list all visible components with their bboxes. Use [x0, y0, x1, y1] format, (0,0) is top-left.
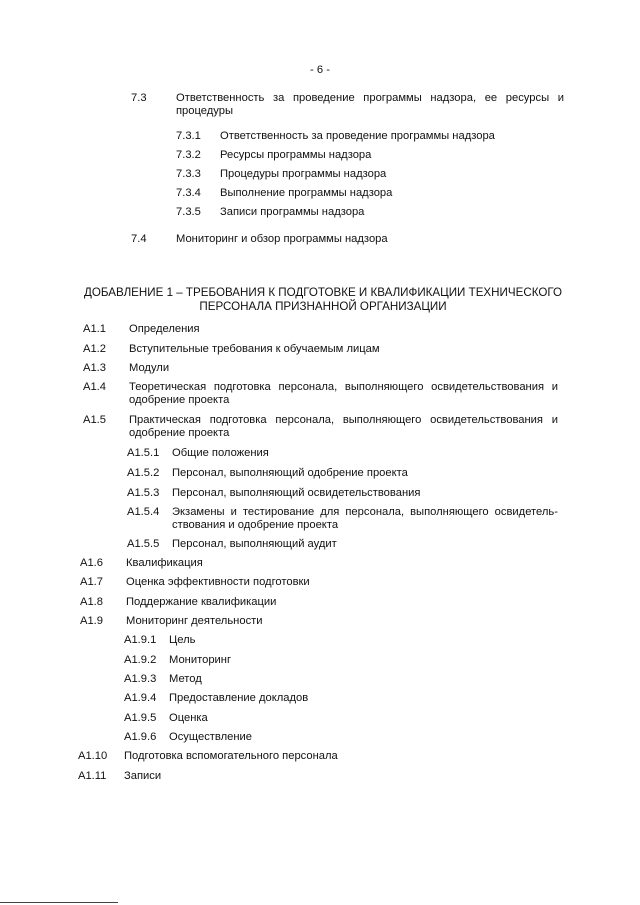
toc-entry-text: Практическая подготовка персонала, выполняющего освидетельствования и одобрение проекта — [129, 414, 558, 439]
toc-number: A1.8 — [80, 596, 104, 608]
toc-entry-text: Подготовка вспомогательного персонала — [124, 750, 338, 762]
toc-entry-text: Выполнение программы надзора — [220, 187, 393, 199]
toc-entry-text: Общие положения — [172, 447, 269, 459]
toc-entry-text: Персонал, выполняющий аудит — [172, 538, 337, 550]
toc-entry-text: Мониторинг и обзор программы надзора — [176, 233, 388, 245]
toc-entry-text: Персонал, выполняющий одобрение проекта — [172, 467, 408, 479]
toc-number: A1.1 — [83, 323, 107, 335]
footer-divider — [0, 902, 118, 903]
toc-entry-text: Определения — [129, 323, 200, 335]
toc-entry-text: Осуществление — [169, 731, 252, 743]
toc-entry-text: Процедуры программы надзора — [220, 168, 387, 180]
page-number: - 6 - — [310, 64, 330, 76]
toc-entry-text: Модули — [129, 362, 170, 374]
toc-number: A1.5.3 — [127, 487, 160, 499]
toc-number: A1.6 — [80, 557, 104, 569]
toc-entry-text: Экзамены и тестирование для персонала, выполняющего освидетель-ствования и одобрение проекта — [172, 506, 558, 531]
toc-number: 7.3.5 — [176, 206, 201, 218]
toc-number: A1.5 — [83, 414, 107, 426]
toc-entry-text: Персонал, выполняющий освидетельствования — [172, 487, 421, 499]
toc-number: 7.3.1 — [176, 130, 201, 142]
toc-number: 7.3.2 — [176, 149, 201, 161]
toc-number: A1.5.4 — [127, 506, 160, 518]
toc-number: A1.9.1 — [124, 634, 157, 646]
toc-number: A1.3 — [83, 362, 107, 374]
toc-entry-text: Мониторинг — [169, 654, 232, 666]
toc-number: A1.11 — [78, 770, 107, 782]
toc-number: A1.2 — [83, 343, 107, 355]
toc-number: A1.5.2 — [127, 467, 160, 479]
toc-number: A1.9.2 — [124, 654, 157, 666]
toc-number: 7.3 — [131, 92, 147, 104]
toc-number: A1.7 — [80, 576, 104, 588]
toc-number: A1.9.4 — [124, 692, 157, 704]
toc-entry-text: Теоретическая подготовка персонала, выполняющего освидетельствования и одобрение проекта — [129, 381, 558, 406]
toc-number: 7.3.3 — [176, 168, 201, 180]
toc-entry-text: Ресурсы программы надзора — [220, 149, 372, 161]
toc-number: A1.9.5 — [124, 712, 157, 724]
toc-number: 7.4 — [131, 233, 147, 245]
toc-entry-text: Оценка эффективности подготовки — [126, 576, 310, 588]
toc-entry-text: Записи — [124, 770, 162, 782]
toc-entry-text: Оценка — [169, 712, 208, 724]
toc-number: A1.9.6 — [124, 731, 157, 743]
toc-entry-text: Записи программы надзора — [220, 206, 365, 218]
toc-entry-text: Ответственность за проведение программы надзора — [220, 130, 495, 142]
toc-entry-text: Вступительные требования к обучаемым лицам — [129, 343, 380, 355]
toc-number: A1.4 — [83, 381, 107, 393]
toc-entry-text: Предоставление докладов — [169, 692, 309, 704]
toc-entry-text: Метод — [169, 673, 202, 685]
toc-entry-text: Цель — [169, 634, 196, 646]
toc-entry-text: Поддержание квалификации — [126, 596, 277, 608]
toc-number: A1.10 — [78, 750, 108, 762]
toc-number: A1.9 — [80, 615, 104, 627]
toc-number: A1.5.5 — [127, 538, 160, 550]
toc-entry-text: Мониторинг деятельности — [126, 615, 263, 627]
toc-entry-text: Квалификация — [126, 557, 203, 569]
toc-number: A1.9.3 — [124, 673, 157, 685]
appendix-title: ДОБАВЛЕНИЕ 1 – ТРЕБОВАНИЯ К ПОДГОТОВКЕ И КВАЛИФИКАЦИИ ТЕХНИЧЕСКОГО ПЕРСОНАЛА ПРИЗНАННОЙ ОРГАНИЗАЦИИ — [84, 286, 562, 313]
toc-entry-text: Ответственность за проведение программы надзора, ее ресурсы и процедуры — [176, 92, 564, 117]
toc-number: A1.5.1 — [127, 447, 160, 459]
toc-number: 7.3.4 — [176, 187, 201, 199]
